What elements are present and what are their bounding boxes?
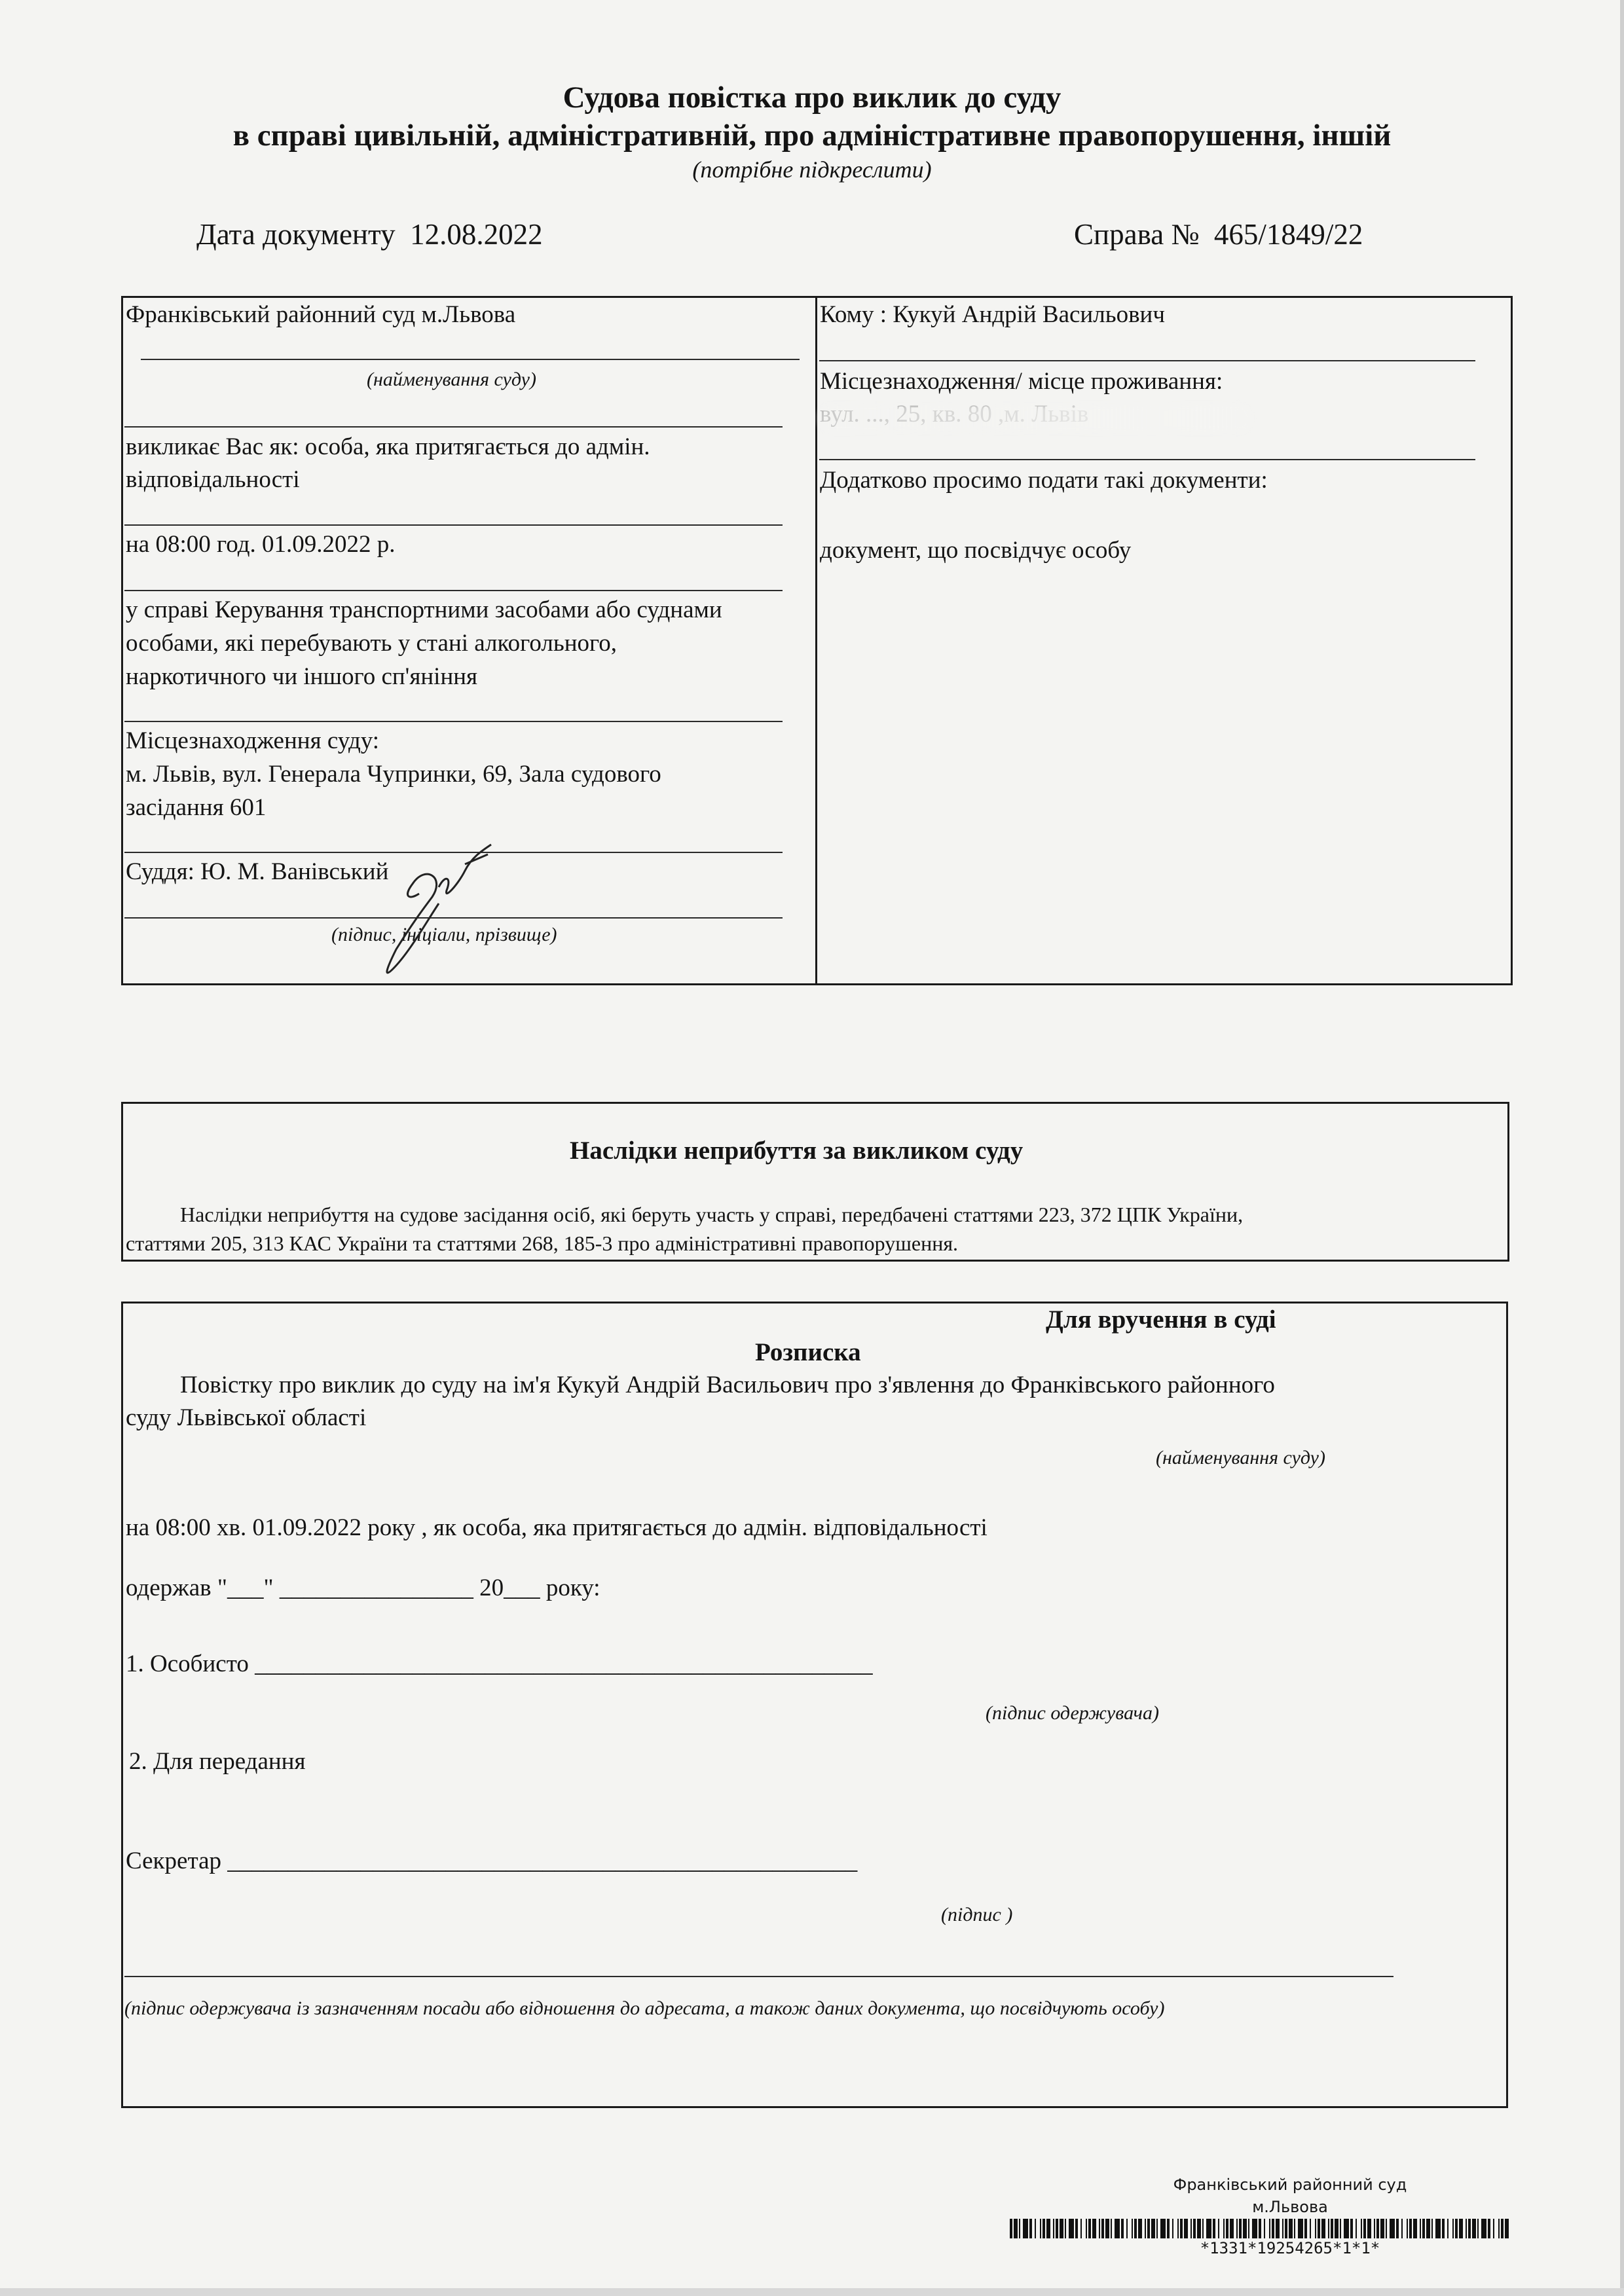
barcode-bar [1252, 2219, 1257, 2238]
barcode-bar [1272, 2219, 1274, 2238]
divider [819, 360, 1475, 361]
recipient-location-label: Місцезнаходження/ місце проживання: [820, 368, 1223, 395]
document-item: документ, що посвідчує особу [820, 537, 1132, 564]
barcode-bar [1053, 2219, 1054, 2238]
barcode-bar [1243, 2219, 1247, 2238]
receipt-time-line: на 08:00 хв. 01.09.2022 року , як особа, яка притягається до адмін. відповідальності [126, 1514, 987, 1541]
case-number-value: 465/1849/22 [1213, 218, 1363, 251]
barcode-bar [1331, 2219, 1333, 2238]
barcode-bar [1065, 2219, 1066, 2238]
barcode-bar [1409, 2219, 1412, 2238]
case-subject-line2: особами, які перебувають у стані алкогольного, [126, 630, 618, 657]
title-note: (потрібне підкреслити) [692, 156, 932, 183]
barcode-bar [1435, 2219, 1441, 2238]
barcode-bar [1335, 2219, 1338, 2238]
barcode-bar [1134, 2219, 1137, 2238]
barcode-bar [1111, 2219, 1112, 2238]
judge-caption: (підпис, ініціали, прізвище) [331, 924, 557, 945]
barcode-bar [1197, 2219, 1201, 2238]
barcode-bar [1304, 2219, 1307, 2238]
received-date-line: одержав "___" ________________ 20___ року: [126, 1575, 600, 1601]
barcode-bar [1023, 2219, 1028, 2238]
doc-date-value: 12.08.2022 [410, 218, 543, 251]
barcode-bar [1043, 2219, 1045, 2238]
barcode-bar [1472, 2219, 1476, 2238]
barcode-bar [1172, 2219, 1173, 2238]
barcode-bar [1459, 2219, 1463, 2238]
barcode-bar [1310, 2219, 1311, 2238]
barcode-text: *1331*19254265*1*1* [1200, 2239, 1380, 2257]
barcode-bar [1132, 2219, 1133, 2238]
divider [124, 524, 783, 526]
barcode-bar [1060, 2219, 1063, 2238]
barcode-bar [1298, 2219, 1303, 2238]
barcode-bar [1363, 2219, 1366, 2238]
footer-court-line2: м.Львова [1252, 2198, 1328, 2216]
barcode-bar [1401, 2219, 1403, 2238]
barcode-bar [1477, 2219, 1479, 2238]
recipient-signature-caption: (підпис одержувача із зазначенням посади або відношення до адресата, а також даних документа, що посвідчують особу) [124, 1997, 1165, 2019]
barcode-bar [1056, 2219, 1058, 2238]
barcode-bar [1014, 2219, 1018, 2238]
document-title: Судова повістка про виклик до суду [563, 81, 1061, 115]
recipient-signature-line [124, 1976, 1393, 1977]
barcode-bar [1468, 2219, 1471, 2238]
barcode-bar [1344, 2219, 1349, 2238]
secretary-caption: (підпис ) [941, 1904, 1013, 1925]
barcode-bar [1147, 2219, 1150, 2238]
barcode-bar [1289, 2219, 1293, 2238]
barcode-bar [1264, 2219, 1265, 2238]
barcode-bar [1282, 2219, 1283, 2238]
barcode-bar [1455, 2219, 1458, 2238]
barcode-bar [1088, 2219, 1091, 2238]
barcode-bar [1356, 2219, 1357, 2238]
case-label: Справа № [1074, 218, 1200, 251]
court-location-label: Місцезнаходження суду: [126, 727, 380, 754]
column-divider [815, 296, 817, 985]
barcode-bar [1202, 2219, 1204, 2238]
divider [124, 426, 783, 428]
barcode-bar [1105, 2219, 1109, 2238]
barcode-bar [1180, 2219, 1183, 2238]
barcode-bar [1029, 2219, 1032, 2238]
court-address-line2: засідання 601 [126, 794, 267, 821]
barcode-bar [1223, 2219, 1225, 2238]
judge-name: Суддя: Ю. М. Ванівський [126, 858, 389, 885]
barcode-bar [1248, 2219, 1249, 2238]
barcode-bar [1481, 2219, 1486, 2238]
barcode-bar [1193, 2219, 1196, 2238]
barcode-bar [1145, 2219, 1146, 2238]
barcode-bar [1040, 2219, 1041, 2238]
barcode-bar [1390, 2219, 1395, 2238]
court-name-line [141, 359, 800, 360]
barcode-bar [1452, 2219, 1454, 2238]
barcode-bar [1177, 2219, 1179, 2238]
barcode-bar [1086, 2219, 1087, 2238]
summons-role-cont: відповідальності [126, 466, 300, 493]
barcode-bar [1156, 2219, 1158, 2238]
personally-line: 1. Особисто ___________________________________________________ [126, 1650, 873, 1677]
barcode-bar [1413, 2219, 1417, 2238]
barcode-bar [1294, 2219, 1295, 2238]
barcode-bar [1075, 2219, 1078, 2238]
documents-request: Додатково просимо подати такі документи: [820, 467, 1268, 494]
barcode-bar [1259, 2219, 1261, 2238]
barcode-bar [1206, 2219, 1211, 2238]
receipt-heading: Розписка [755, 1338, 861, 1366]
document-subtitle: в справі цивільній, адміністративній, про адміністративне правопорушення, іншій [232, 118, 1392, 153]
divider [124, 590, 783, 591]
divider [124, 721, 783, 722]
barcode-bar [1340, 2219, 1341, 2238]
barcode-bar [1069, 2219, 1074, 2238]
barcode-bar [1321, 2219, 1325, 2238]
case-number [1074, 217, 1363, 251]
barcode-bar [1488, 2219, 1490, 2238]
barcode-bar [1099, 2219, 1100, 2238]
barcode-bar [1328, 2219, 1329, 2238]
receipt-line2: суду Львівської області [126, 1404, 367, 1431]
scan-page-edge [1620, 0, 1624, 2296]
case-subject-line1: у справі Керування транспортними засобами або суднами [126, 596, 722, 623]
hearing-time: на 08:00 год. 01.09.2022 р. [126, 531, 396, 558]
barcode-bar [1426, 2219, 1430, 2238]
barcode-bar [1380, 2219, 1384, 2238]
barcode-bar [1236, 2219, 1238, 2238]
barcode-bar [1422, 2219, 1425, 2238]
summons-role: викликає Вас як: особа, яка притягається до адмін. [126, 433, 650, 460]
footer-court [1120, 2174, 1460, 2218]
barcode-bar [1035, 2219, 1036, 2238]
barcode-bar [1493, 2219, 1494, 2238]
judge-signature [373, 838, 524, 982]
barcode-bar [1138, 2219, 1142, 2238]
barcode-bar [1318, 2219, 1320, 2238]
barcode-bar [1080, 2219, 1082, 2238]
barcode-bar [1239, 2219, 1242, 2238]
consequences-text-line2: статтями 205, 313 КАС України та статтями 268, 185-3 про адміністративні правопорушення. [126, 1231, 959, 1255]
barcode-bar [1230, 2219, 1234, 2238]
consequences-heading: Наслідки неприбуття за викликом суду [570, 1137, 1024, 1165]
barcode-bar [1376, 2219, 1379, 2238]
barcode-bar [1466, 2219, 1467, 2238]
barcode [1010, 2219, 1514, 2238]
receipt-court-caption: (найменування суду) [1156, 1447, 1325, 1468]
court-name: Франківський районний суд м.Львова [126, 301, 516, 328]
barcode-bar [1315, 2219, 1316, 2238]
barcode-bar [1126, 2219, 1128, 2238]
barcode-bar [1184, 2219, 1188, 2238]
barcode-bar [1276, 2219, 1280, 2238]
barcode-bar [1420, 2219, 1421, 2238]
barcode-bar [1498, 2219, 1500, 2238]
court-address-line1: м. Львів, вул. Генерала Чупринки, 69, Зала судового [126, 761, 661, 788]
barcode-bar [1101, 2219, 1104, 2238]
court-name-caption: (найменування суду) [367, 369, 536, 390]
barcode-bar [1447, 2219, 1449, 2238]
barcode-bar [1374, 2219, 1375, 2238]
barcode-bar [1442, 2219, 1445, 2238]
barcode-bar [1046, 2219, 1050, 2238]
for-court-label: Для вручення в суді [1046, 1305, 1276, 1334]
receipt-line1: Повістку про виклик до суду на ім'я Кукуй Андрій Васильович про з'явлення до Франківського районного [180, 1372, 1275, 1398]
barcode-bar [1167, 2219, 1170, 2238]
barcode-bar [1092, 2219, 1096, 2238]
barcode-bar [1501, 2219, 1504, 2238]
barcode-bar [1367, 2219, 1371, 2238]
barcode-bar [1151, 2219, 1155, 2238]
barcode-bar [1386, 2219, 1387, 2238]
barcode-bar [1218, 2219, 1219, 2238]
recipient: Кому : Кукуй Андрій Васильович [820, 301, 1165, 328]
barcode-bar [1431, 2219, 1433, 2238]
case-subject-line3: наркотичного чи іншого сп'яніння [126, 663, 478, 690]
consequences-text-line1: Наслідки неприбуття на судове засідання осіб, які беруть участь у справі, передбачені статтями 223, 372 ЦПК України, [180, 1203, 1244, 1226]
personally-caption: (підпис одержувача) [986, 1702, 1159, 1724]
barcode-bar [1190, 2219, 1192, 2238]
barcode-bar [1361, 2219, 1362, 2238]
barcode-bar [1010, 2219, 1012, 2238]
barcode-bar [1213, 2219, 1215, 2238]
barcode-bar [1115, 2219, 1120, 2238]
transfer-line: 2. Для передання [129, 1748, 306, 1775]
barcode-bar [1121, 2219, 1124, 2238]
barcode-bar [1396, 2219, 1399, 2238]
doc-date [196, 217, 543, 251]
barcode-bar [1505, 2219, 1509, 2238]
scan-page-bottom [0, 2288, 1624, 2296]
secretary-line: Секретар ____________________________________________________ [126, 1848, 858, 1874]
divider [819, 459, 1475, 460]
barcode-bar [1407, 2219, 1408, 2238]
barcode-bar [1269, 2219, 1270, 2238]
barcode-bar [1285, 2219, 1287, 2238]
barcode-bar [1160, 2219, 1166, 2238]
redaction-mask [819, 405, 1251, 432]
footer-court-line1: Франківський районний суд [1173, 2176, 1407, 2194]
barcode-bar [1226, 2219, 1228, 2238]
barcode-bar [1350, 2219, 1353, 2238]
barcode-bar [1019, 2219, 1020, 2238]
doc-date-label: Дата документу [196, 218, 396, 251]
